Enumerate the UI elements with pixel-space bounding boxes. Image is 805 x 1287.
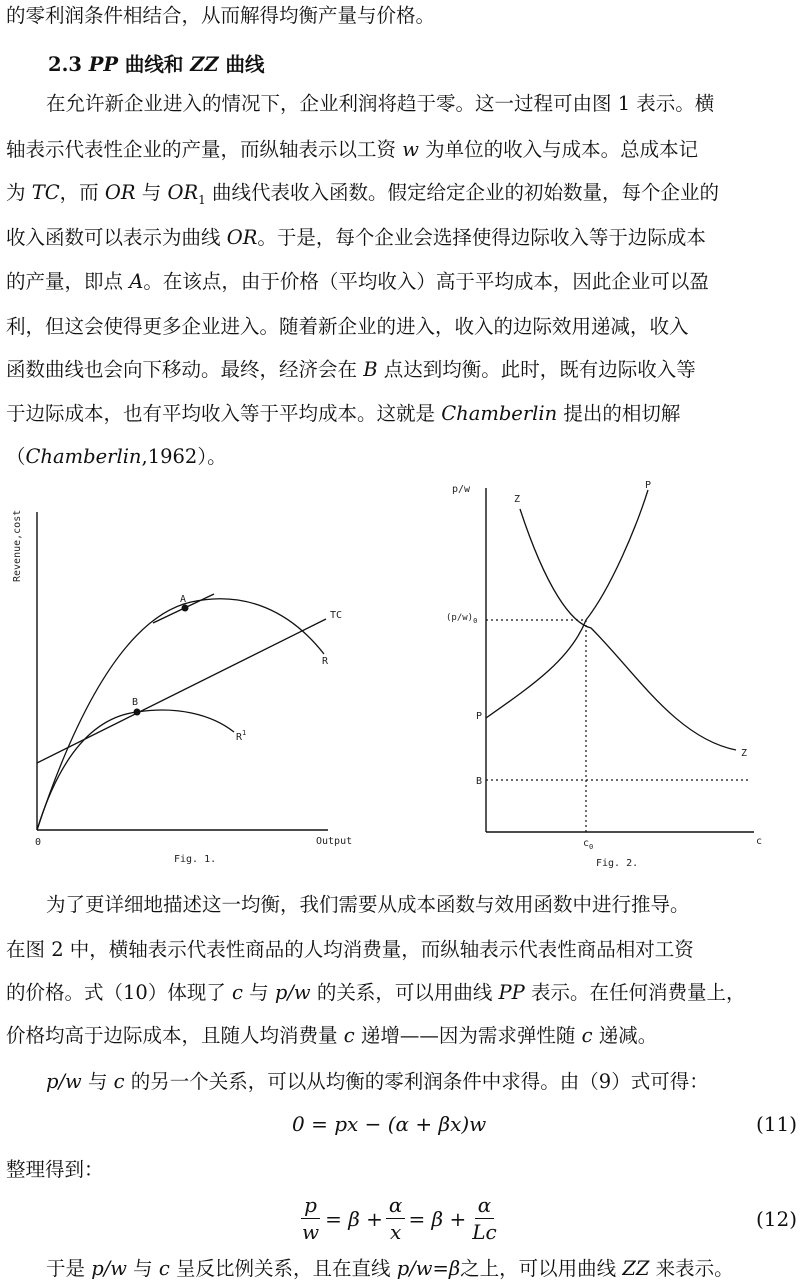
fig2-pw0-label: $(p/w)_0$ <box>446 613 478 625</box>
fig1-tc-line <box>37 619 326 763</box>
fig2-c0-label: $c_0$ <box>583 838 594 851</box>
fig2-y-label: p/w <box>452 484 471 495</box>
equation-12-number: (12) <box>755 1207 797 1231</box>
figure-1 <box>6 492 386 877</box>
text-line: 的零利润条件相结合，从而解得均衡产量与价格。 <box>6 4 436 27</box>
fig1-point-b <box>134 709 141 716</box>
fig1-x-label: Output <box>316 836 353 847</box>
fig2-b-label: B <box>476 776 483 787</box>
fig2-z-bottom-label: Z <box>741 748 748 759</box>
fig1-curve-or1 <box>37 710 234 830</box>
fig1-b-label: B <box>132 697 139 708</box>
figure-2 <box>436 478 796 873</box>
fig2-curve-pp <box>486 490 648 718</box>
fig1-a-label: A <box>180 594 187 605</box>
fig1-y-label: Revenue,cost <box>12 509 23 582</box>
fig1-r1-label: $R^1$ <box>236 729 247 743</box>
equation-11: 0 = px − (α + βx)w <box>292 1112 487 1136</box>
equation-11-number: (11) <box>755 1112 797 1136</box>
fig2-caption: Fig. 2. <box>596 858 639 869</box>
fig1-tc-label: TC <box>330 610 343 621</box>
fig2-x-label: c <box>756 836 763 847</box>
fig2-p-top-label: P <box>645 480 652 491</box>
rearrange-text: 整理得到： <box>6 1158 104 1181</box>
last-line: 于是 p/w 与 c 呈反比例关系，且在直线 p/w=β之上，可以用曲线 ZZ 来表示。 <box>46 1257 734 1280</box>
fig2-curve-zz <box>520 509 736 750</box>
fig2-z-top-label: Z <box>514 494 521 505</box>
fig1-point-a <box>182 605 189 612</box>
fig1-origin-label: 0 <box>35 837 42 848</box>
equation-12: $\frac{p}{w}$ = β + $\frac{\alpha}{x}$ = β + $\frac{\alpha}{Lc}$ <box>302 1193 497 1244</box>
fig1-curve-or <box>37 599 324 830</box>
fig1-r-label: R <box>322 656 329 667</box>
fig2-p-left-label: P <box>476 711 483 722</box>
paragraph-3: p/w 与 c 的另一个关系，可以从均衡的零利润条件中求得。由（9）式可得： <box>46 1070 709 1093</box>
section-heading: 2.3 PP 曲线和 ZZ 曲线 <box>48 53 265 76</box>
fig1-caption: Fig. 1. <box>174 854 217 865</box>
